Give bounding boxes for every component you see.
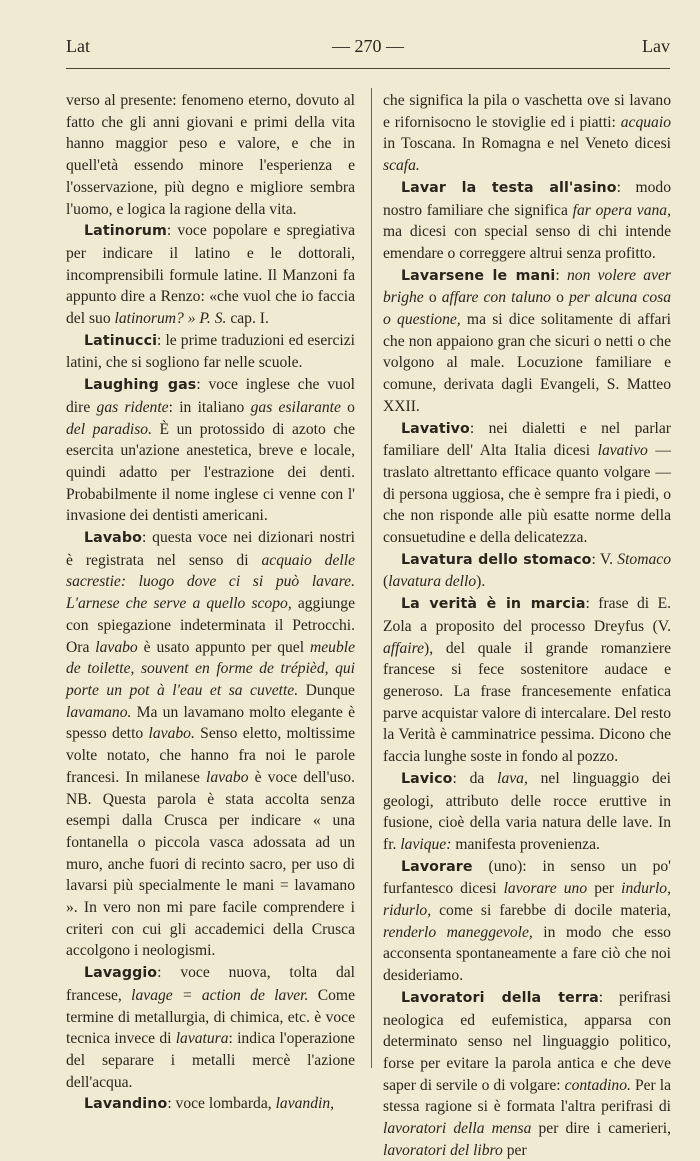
body-text: in modo che esso acconsenta spontaneamente a fare ciò che noi desideriamo. bbox=[383, 923, 671, 985]
body-text: cap. I. bbox=[226, 310, 269, 328]
right-column bbox=[383, 90, 671, 1161]
body-text: : voce lombarda, bbox=[167, 1095, 276, 1113]
dictionary-entry bbox=[383, 265, 671, 418]
italic-text: lavatura bbox=[175, 1030, 229, 1048]
dictionary-entry bbox=[383, 177, 671, 265]
italic-text: far opera vana, bbox=[572, 201, 671, 219]
entry-headword: Lavarsene le mani bbox=[401, 267, 556, 284]
body-text: — traslato altrettanto efficace quanto volgare — di persona uggiosa, che è sempre fra i piedi, o che non risponde alle più esatte norme della consuetudine e della delicatezza. bbox=[383, 442, 671, 547]
dictionary-entry bbox=[66, 374, 355, 527]
italic-text: affaire bbox=[383, 639, 425, 657]
italic-text: lavorare uno bbox=[503, 880, 588, 898]
italic-text: lavage = action de laver. bbox=[131, 986, 309, 1004]
body-text: : in italiano bbox=[168, 398, 251, 416]
italic-text: lavabo bbox=[206, 768, 249, 786]
italic-text: non volere aver brighe bbox=[383, 266, 671, 307]
body-text: Senso eletto, moltissime volte notato, che hanno fra noi le parole francesi. In milanese bbox=[66, 725, 355, 786]
body-text: È un protossido di azoto che esercita un'azione anestetica, breve e locale, quindi adatto per l'estrazione dei denti. Probabilmente il nome inglese ci venne con l' invasione dei dentisti americani. bbox=[66, 420, 355, 525]
body-text: per bbox=[502, 1141, 527, 1159]
italic-text: Stomaco bbox=[617, 550, 671, 568]
continued-text bbox=[66, 90, 355, 220]
italic-text: lavique: bbox=[400, 835, 452, 853]
body-text: nel linguaggio dei geologi, attributo delle rocce eruttive in fusione, cioè della varia natura delle lave. In fr. bbox=[383, 769, 671, 853]
body-text: : questa voce nei dizionari nostri è registrata nel senso di bbox=[66, 529, 355, 569]
body-text: : V. bbox=[591, 550, 618, 568]
italic-text: contadino. bbox=[564, 1076, 631, 1094]
body-text: ( bbox=[383, 573, 389, 591]
italic-text: gas esilarante bbox=[250, 398, 341, 416]
italic-text: affare con taluno bbox=[441, 289, 551, 307]
italic-text: renderlo maneggevole, bbox=[383, 923, 533, 941]
italic-text: del paradiso. bbox=[66, 420, 152, 438]
body-text: verso al presente: fenomeno eterno, dovuto al fatto che gli anni giovani e primi della vita hanno maggior peso e valore, e che in quell'età essendo minore l'esperienza e l'osservazione, più degno e migliore sembra l'uomo, e logica la ragione della vita. bbox=[66, 92, 355, 218]
body-text: : perifrasi neologica ed eufemistica, apparsa con determinato senso nel linguaggio politico, forse per evitare la parola antica e che deve saper di servile o di volgare: bbox=[383, 988, 671, 1094]
italic-text: acquaio delle sacrestie: luogo dove ci si può lavare. L'arnese che serve a quello scopo, bbox=[66, 551, 355, 613]
entry-headword: Laughing gas bbox=[84, 377, 197, 394]
entry-headword: Latinucci bbox=[84, 332, 158, 349]
body-text: : bbox=[555, 266, 567, 284]
dictionary-entry bbox=[383, 549, 671, 593]
entry-headword: La verità è in marcia bbox=[401, 596, 586, 613]
body-text: o bbox=[423, 289, 442, 307]
body-text: Dunque bbox=[298, 681, 355, 699]
body-text: per dire i camerieri, bbox=[531, 1120, 671, 1138]
dictionary-entry bbox=[66, 330, 355, 374]
body-text: aggiunge con spiegazione indeterminata il Petrocchi. Ora bbox=[66, 595, 356, 656]
body-text: ). bbox=[476, 573, 486, 591]
entry-headword: Lavaggio bbox=[84, 965, 158, 982]
entry-headword: Lavorare bbox=[401, 858, 473, 875]
body-text: in Toscana. In Romagna e nel Veneto dicesi bbox=[383, 135, 671, 153]
body-text: è usato appunto per quel bbox=[137, 638, 310, 656]
left-column bbox=[66, 90, 355, 1116]
body-text: (uno): in senso un po' furfantesco dicesi bbox=[383, 857, 671, 898]
column-divider bbox=[371, 88, 372, 1068]
body-text: Come termine di metallurgia, di chimica, etc. è voce tecnica invece di bbox=[66, 986, 355, 1048]
body-text: ), del quale il grande romanziere francese si fece sostenitore audace e generoso. La frase francesemente enfatica parve acquistar valore di intercalare. Del resto la Verità è camminatrice pessima. Dicono che faccia lunghe soste in fondo al pozzo. bbox=[383, 639, 671, 766]
body-text: : voce inglese che vuol dire bbox=[66, 376, 355, 416]
dictionary-entry bbox=[66, 527, 355, 962]
italic-text: scafa. bbox=[383, 157, 420, 175]
italic-text: lavoratori del libro bbox=[383, 1141, 503, 1159]
body-text: : da bbox=[452, 769, 498, 787]
body-text: Per la stessa ragione si è formata l'altra perifrasi di bbox=[383, 1076, 671, 1116]
italic-text: lavamano. bbox=[66, 703, 132, 721]
entry-headword: Lavatura dello stomaco bbox=[401, 551, 592, 568]
body-text: Ma un lavamano molto elegante è spesso detto bbox=[66, 703, 355, 743]
body-text: : indica l'operazione del separare i metalli mercè l'azione dell'acqua. bbox=[66, 1030, 355, 1091]
italic-text: lavabo. bbox=[148, 725, 195, 743]
dictionary-entry bbox=[383, 768, 671, 856]
body-text: o bbox=[550, 289, 569, 307]
body-text: o bbox=[340, 398, 355, 416]
italic-text: lavandin, bbox=[275, 1095, 335, 1113]
italic-text: lavatura dello bbox=[388, 573, 477, 591]
entry-headword: Latinorum bbox=[84, 223, 167, 240]
dictionary-entry bbox=[383, 987, 671, 1161]
header-left-guide-word: Lat bbox=[66, 36, 90, 56]
italic-text: latinorum? » P. S. bbox=[114, 310, 227, 328]
italic-text: lavoratori della mensa bbox=[383, 1120, 532, 1138]
italic-text: acquaio bbox=[620, 113, 671, 131]
header-right-guide-word: Lav bbox=[642, 36, 670, 56]
entry-headword: Lavar la testa all'asino bbox=[401, 179, 617, 196]
body-text: : le prime traduzioni ed esercizi latini, che si sogliono far nelle scuole. bbox=[66, 331, 355, 372]
body-text: : voce nuova, tolta dal francese, bbox=[66, 964, 355, 1004]
dictionary-entry bbox=[66, 962, 355, 1093]
body-text: ma dicesi con special senso di chi intende emendare o correggere altrui senza profitto. bbox=[383, 223, 671, 262]
body-text: : voce popolare e spregiativa per indicare il latino e le dottorali, incomprensibili formule latine. Il Manzoni fa appunto dire a Renzo: «che vuol che io faccia del suo bbox=[66, 222, 355, 328]
continued-text bbox=[383, 90, 671, 177]
italic-text: meuble de toilette, souvent en forme de trépièd, qui porte un pot à l'eau et sa cuvette. bbox=[66, 638, 355, 699]
body-text: ma si dice solitamente di affari che non appaiono gran che sicuri o netti o che volgono al male. Locuzione familiare e comune, derivata dagli Evangeli, S. Matteo XXII. bbox=[383, 311, 671, 415]
entry-headword: Lavativo bbox=[401, 420, 470, 437]
body-text: : frase di E. Zola a proposito del processo Dreyfus (V. bbox=[383, 595, 671, 635]
body-text: come si farebbe di docile materia, bbox=[431, 902, 671, 920]
page-header bbox=[66, 36, 670, 62]
body-text: è voce dell'uso. NB. Questa parola è stata accolta senza esempi dalla Crusca per indicare « una fontanella o piccola vasca adossata ad un muro, anche fuori di recinto sacro, per uso di lavarsi più specialmente le mani = lavamano ». In vero non mi pare facile comprendere i criteri con cui gli accademici della Crusca accolgono i neologismi. bbox=[66, 768, 355, 960]
dictionary-entry bbox=[383, 856, 671, 987]
body-text: : nei dialetti e nel parlar familiare dell' Alta Italia dicesi bbox=[383, 419, 671, 460]
header-rule bbox=[66, 68, 670, 69]
italic-text: indurlo, ridurlo, bbox=[383, 880, 671, 920]
entry-headword: Lavabo bbox=[84, 530, 142, 547]
dictionary-entry bbox=[66, 1093, 355, 1116]
entry-headword: Lavoratori della terra bbox=[401, 989, 599, 1006]
body-text: per bbox=[587, 880, 622, 898]
entry-headword: Lavandino bbox=[84, 1096, 168, 1113]
body-text: manifesta provenienza. bbox=[451, 835, 600, 853]
italic-text: lava, bbox=[497, 769, 528, 787]
dictionary-entry bbox=[66, 220, 355, 330]
italic-text: per alcuna cosa o questione, bbox=[383, 289, 672, 329]
entry-headword: Lavico bbox=[401, 770, 453, 787]
dictionary-entry bbox=[383, 593, 671, 768]
italic-text: lavabo bbox=[95, 638, 138, 656]
italic-text: gas ridente bbox=[96, 398, 169, 416]
italic-text: lavativo bbox=[597, 442, 648, 460]
body-text: che significa la pila o vaschetta ove si lavano e rifornisocno le stoviglie ed i piatti: bbox=[383, 92, 671, 131]
dictionary-entry bbox=[383, 418, 671, 549]
page-number: — 270 — bbox=[332, 36, 404, 56]
body-text: : modo nostro familiare che significa bbox=[383, 178, 671, 219]
